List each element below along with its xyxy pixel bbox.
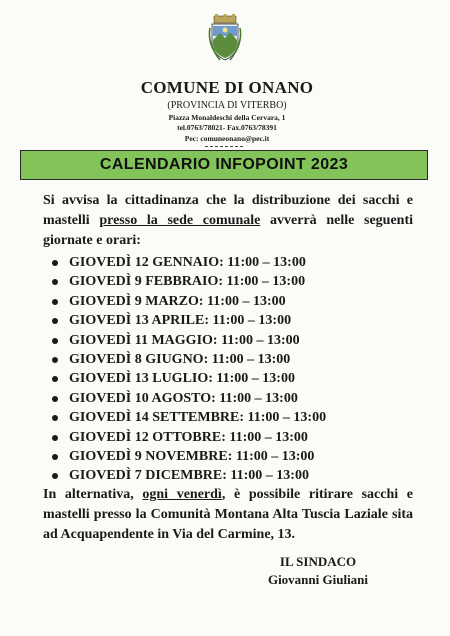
intro-text-end: avverrà nelle seguenti giornate e orari:: [43, 213, 414, 248]
list-item: [52, 389, 326, 408]
bullet-icon: [52, 376, 58, 382]
phone-fax-line: tel.0763/78021- Fax.0763/78391: [177, 123, 277, 132]
pec-line: Pec: comuneonano@pec.it: [184, 134, 270, 143]
banner-title: CALENDARIO INFOPOINT 2023: [99, 156, 349, 173]
date-text: GIOVEDÌ 13 LUGLIO: 11:00 – 13:00: [69, 371, 295, 387]
list-item: [52, 253, 326, 272]
municipality-title: COMUNE DI ONANO: [140, 78, 314, 97]
list-item: [52, 311, 326, 330]
date-text: GIOVEDÌ 12 GENNAIO: 11:00 – 13:00: [69, 255, 306, 270]
date-text: GIOVEDÌ 7 DICEMBRE: 11:00 – 13:00: [69, 468, 309, 484]
province-line: (PROVINCIA DI VITERBO): [167, 100, 287, 111]
bullet-icon: [52, 454, 58, 460]
intro-paragraph: [43, 191, 413, 251]
list-item: [52, 466, 326, 485]
date-text: GIOVEDÌ 12 OTTOBRE: 11:00 – 13:00: [69, 429, 308, 445]
date-text: GIOVEDÌ 11 MAGGIO: 11:00 – 13:00: [69, 332, 300, 348]
list-item: [52, 369, 326, 388]
intro-text: Si avvisa la cittadinanza che la distribuzione dei sacchi e mastelli: [43, 193, 413, 228]
bullet-icon: [52, 415, 58, 421]
calendar-banner: [20, 150, 428, 180]
signature-role: IL SINDACO: [279, 554, 357, 569]
list-item: [52, 331, 326, 350]
bullet-icon: [52, 318, 58, 324]
alternative-underlined-text: ogni venerdì: [142, 487, 222, 502]
bullet-icon: [52, 279, 58, 285]
address-line: Piazza Monaldeschi della Cervara, 1: [168, 113, 286, 122]
bullet-icon: [52, 435, 58, 441]
date-text: GIOVEDÌ 8 GIUGNO: 11:00 – 13:00: [69, 351, 291, 367]
bullet-icon: [52, 357, 58, 363]
bullet-icon: [52, 338, 58, 344]
date-text: GIOVEDÌ 9 FEBBRAIO: 11:00 – 13:00: [69, 274, 306, 290]
bullet-icon: [52, 473, 58, 479]
date-text: GIOVEDÌ 14 SETTEMBRE: 11:00 – 13:00: [69, 410, 327, 426]
list-item: [52, 292, 326, 311]
bullet-icon: [52, 299, 58, 305]
bullet-icon: [52, 260, 58, 266]
list-item: [52, 428, 326, 447]
signature-name: Giovanni Giuliani: [267, 572, 369, 587]
alternative-text: In alternativa,: [43, 487, 143, 502]
letterhead-divider: [205, 146, 243, 149]
date-text: GIOVEDÌ 10 AGOSTO: 11:00 – 13:00: [69, 390, 298, 406]
list-item: [52, 408, 326, 427]
alternative-text-end: , è possibile ritirare sacchi e mastelli presso la Comunità Montana Alta Tuscia Laziale sita ad Acquapendente in Via del Carmine, 13.: [43, 487, 414, 542]
alternative-paragraph: [43, 485, 413, 545]
municipal-crest-icon: [208, 14, 242, 62]
date-text: GIOVEDÌ 13 APRILE: 11:00 – 13:00: [69, 313, 292, 329]
list-item: [52, 272, 326, 291]
date-text: GIOVEDÌ 9 NOVEMBRE: 11:00 – 13:00: [69, 448, 315, 464]
intro-underlined-text: presso la sede comunale: [99, 213, 261, 228]
date-text: GIOVEDÌ 9 MARZO: 11:00 – 13:00: [69, 293, 286, 309]
bullet-icon: [52, 396, 58, 402]
list-item: [52, 350, 326, 369]
signature-block: [258, 553, 378, 589]
dates-list: [52, 253, 326, 486]
list-item: [52, 447, 326, 466]
